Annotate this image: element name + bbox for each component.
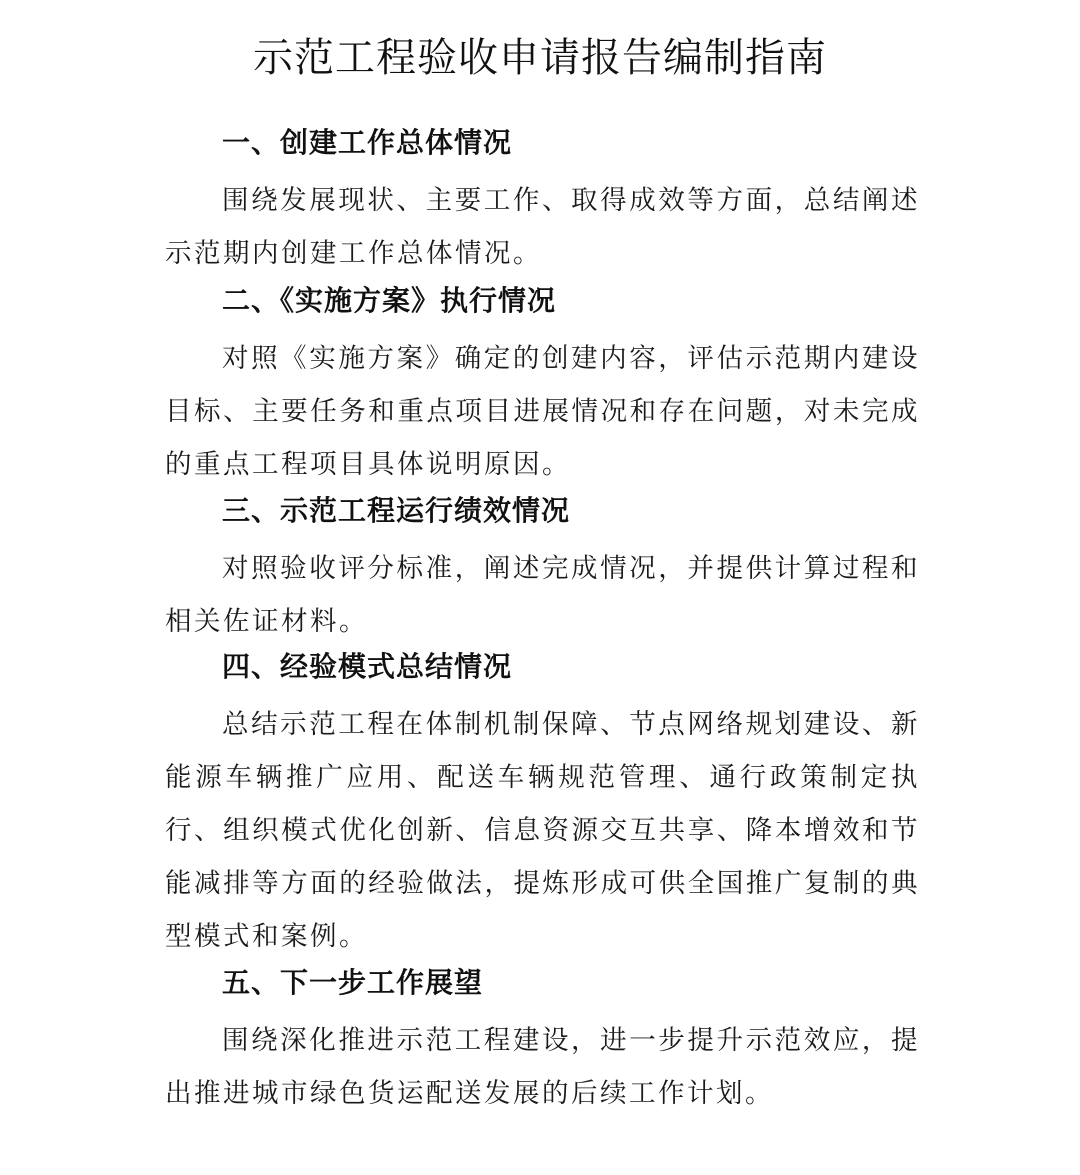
section-implementation-plan: [165, 280, 920, 491]
section-heading: 一、创建工作总体情况: [222, 126, 513, 159]
section-overall-status: [165, 122, 920, 280]
document-title: 示范工程验收申请报告编制指南: [253, 35, 827, 81]
section-body: 对照《实施方案》确定的创建内容，评估示范期内建设目标、主要任务和重点项目进展情况和存在问题，对未完成的重点工程项目具体说明原因。: [165, 343, 920, 480]
section-heading: 三、示范工程运行绩效情况: [222, 494, 571, 527]
section-experience-summary: [165, 646, 920, 963]
section-body: 围绕发展现状、主要工作、取得成效等方面，总结阐述示范期内创建工作总体情况。: [165, 185, 920, 269]
section-heading: 二、《实施方案》执行情况: [222, 284, 557, 317]
section-body: 总结示范工程在体制机制保障、节点网络规划建设、新能源车辆推广应用、配送车辆规范管理、通行政策制定执行、组织模式优化创新、信息资源交互共享、降本增效和节能减排等方面的经验做法，提炼形成可供全国推广复制的典型模式和案例。: [165, 709, 920, 952]
section-performance: [165, 490, 920, 648]
section-heading: 四、经验模式总结情况: [222, 650, 513, 683]
section-heading: 五、下一步工作展望: [222, 966, 484, 999]
section-body: 围绕深化推进示范工程建设，进一步提升示范效应，提出推进城市绿色货运配送发展的后续工作计划。: [165, 1025, 920, 1109]
section-body: 对照验收评分标准，阐述完成情况，并提供计算过程和相关佐证材料。: [165, 553, 920, 637]
section-next-steps: [165, 962, 920, 1120]
